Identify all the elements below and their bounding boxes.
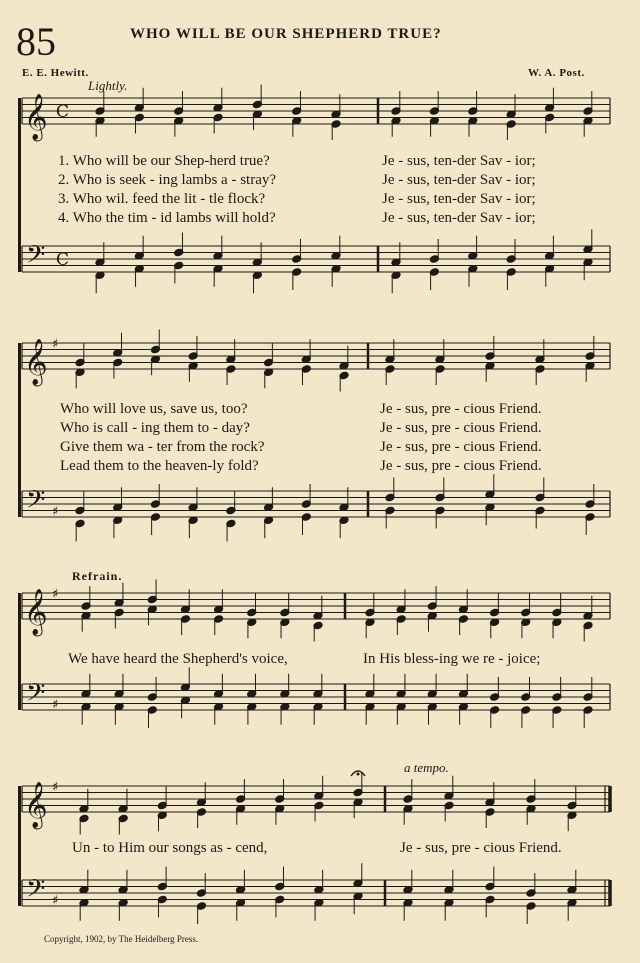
copyright-notice: Copyright, 1902, by The Heidelberg Press. (44, 934, 199, 944)
sharp-icon: ♯ (52, 504, 59, 520)
treble-clef-icon: 𝄞 (24, 782, 48, 828)
verse-4-line-2-end: Je - sus, pre - cious Friend. (380, 458, 542, 474)
verse-1-line-1-end: Je - sus, ten-der Sav - ior; (382, 153, 536, 169)
verse-3-line-1-end: Je - sus, ten-der Sav - ior; (382, 191, 536, 207)
refrain-line-1: We have heard the Shepherd's voice, (68, 651, 288, 667)
time-signature: C (56, 250, 70, 270)
bass-clef-icon: 𝄢 (26, 874, 46, 910)
verse-1-line-2: Who will love us, save us, too? (60, 401, 248, 417)
verse-3-line-2: Give them wa - ter from the rock? (60, 439, 265, 455)
sharp-icon: ♯ (52, 780, 59, 795)
refrain-line-2-end: Je - sus, pre - cious Friend. (400, 840, 562, 856)
sharp-icon: ♯ (52, 697, 59, 713)
composer-credit: W. A. Post. (528, 67, 585, 79)
time-signature: C (56, 102, 70, 122)
verse-1-line-2-end: Je - sus, pre - cious Friend. (380, 401, 542, 417)
hymn-title: WHO WILL BE OUR SHEPHERD TRUE? (130, 26, 442, 42)
bass-clef-icon: 𝄢 (26, 485, 46, 521)
verse-3-line-2-end: Je - sus, pre - cious Friend. (380, 439, 542, 455)
verse-3-line-1: 3. Who wil. feed the lit - tle flock? (58, 191, 266, 207)
refrain-heading: Refrain. (72, 569, 123, 583)
sharp-icon: ♯ (52, 893, 59, 909)
bass-clef-icon: 𝄢 (26, 678, 46, 714)
system-brace (18, 98, 21, 272)
hymn-number: 85 (16, 19, 56, 64)
system-brace (18, 593, 21, 710)
author-credit: E. E. Hewitt. (22, 67, 89, 79)
sharp-icon: ♯ (52, 587, 59, 602)
treble-clef-icon: 𝄞 (24, 94, 48, 140)
verse-2-line-2-end: Je - sus, pre - cious Friend. (380, 420, 542, 436)
verse-2-line-1-end: Je - sus, ten-der Sav - ior; (382, 172, 536, 188)
verse-2-line-2: Who is call - ing them to - day? (60, 420, 250, 436)
verse-1-line-1: 1. Who will be our Shep-herd true? (58, 153, 270, 169)
sharp-icon: ♯ (52, 337, 59, 352)
tempo-marking: Lightly. (88, 78, 128, 93)
verse-2-line-1: 2. Who is seek - ing lambs a - stray? (58, 172, 277, 188)
verse-4-line-2: Lead them to the heaven-ly fold? (60, 458, 259, 474)
refrain-line-1-end: In His bless-ing we re - joice; (363, 651, 541, 667)
system-brace (18, 786, 21, 906)
treble-clef-icon: 𝄞 (24, 339, 48, 385)
verse-4-line-1: 4. Who the tim - id lambs will hold? (58, 210, 276, 226)
bass-clef-icon: 𝄢 (26, 240, 46, 276)
treble-clef-icon: 𝄞 (24, 589, 48, 635)
verse-4-line-1-end: Je - sus, ten-der Sav - ior; (382, 210, 536, 226)
a-tempo-marking: a tempo. (404, 760, 449, 775)
refrain-line-2: Un - to Him our songs as - cend, (72, 840, 268, 856)
fermata-dot (357, 773, 360, 776)
system-brace (18, 343, 21, 517)
